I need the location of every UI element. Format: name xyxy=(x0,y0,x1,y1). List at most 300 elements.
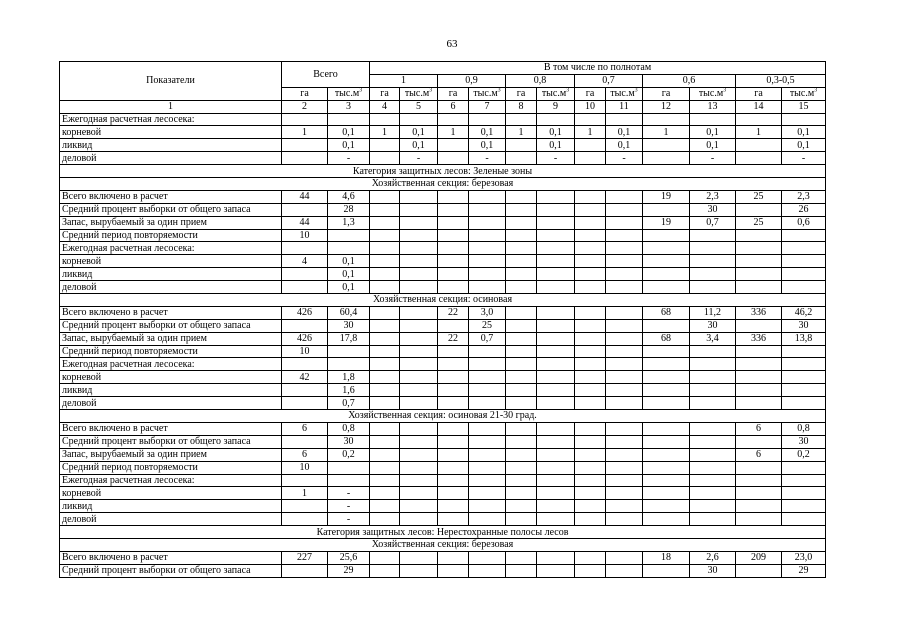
table-cell: - xyxy=(537,152,575,165)
row-label: корневой xyxy=(60,126,282,139)
table-cell xyxy=(690,461,736,474)
table-cell: 44 xyxy=(282,190,328,203)
table-cell xyxy=(469,203,506,216)
table-cell xyxy=(438,551,469,564)
table-cell: 0,1 xyxy=(782,139,826,152)
table-cell xyxy=(506,332,537,345)
row-label: Запас, вырубаемый за один прием xyxy=(60,448,282,461)
table-cell xyxy=(370,371,400,384)
row-label: Всего включено в расчет xyxy=(60,190,282,203)
table-cell xyxy=(606,513,643,526)
table-cell xyxy=(438,242,469,255)
table-cell xyxy=(537,255,575,268)
table-cell xyxy=(736,139,782,152)
section-title: Хозяйственная секция: березовая xyxy=(60,538,826,551)
table-cell xyxy=(469,448,506,461)
table-cell xyxy=(690,281,736,294)
table-cell xyxy=(370,345,400,358)
table-cell: 227 xyxy=(282,551,328,564)
table-cell xyxy=(736,242,782,255)
table-cell: 23,0 xyxy=(782,551,826,564)
table-cell xyxy=(370,216,400,229)
table-cell xyxy=(438,190,469,203)
table-cell xyxy=(438,435,469,448)
table-cell xyxy=(400,513,438,526)
table-cell xyxy=(537,461,575,474)
table-cell xyxy=(506,358,537,371)
table-cell xyxy=(370,319,400,332)
table-cell xyxy=(469,190,506,203)
table-cell xyxy=(328,229,370,242)
table-cell xyxy=(469,513,506,526)
table-cell xyxy=(736,564,782,577)
table-cell xyxy=(506,513,537,526)
table-cell xyxy=(690,435,736,448)
table-cell xyxy=(282,139,328,152)
table-cell: 30 xyxy=(690,319,736,332)
column-number: 13 xyxy=(690,100,736,113)
table-cell xyxy=(438,203,469,216)
header-density: 0,9 xyxy=(438,74,506,87)
table-cell xyxy=(438,461,469,474)
table-cell: 0,1 xyxy=(469,139,506,152)
table-cell xyxy=(575,551,606,564)
table-cell xyxy=(606,190,643,203)
table-cell xyxy=(400,216,438,229)
table-cell: 25 xyxy=(736,216,782,229)
table-cell xyxy=(643,448,690,461)
table-cell xyxy=(469,229,506,242)
table-cell: - xyxy=(782,152,826,165)
table-cell xyxy=(736,435,782,448)
table-cell: 6 xyxy=(282,422,328,435)
table-row xyxy=(60,564,826,577)
table-cell xyxy=(400,384,438,397)
table-cell xyxy=(506,564,537,577)
table-cell xyxy=(782,513,826,526)
table-cell xyxy=(328,242,370,255)
table-cell: 17,8 xyxy=(328,332,370,345)
table-cell xyxy=(736,487,782,500)
table-cell xyxy=(537,397,575,410)
unit-volume-exponent: 3 xyxy=(634,87,638,94)
table-cell: 44 xyxy=(282,216,328,229)
header-density: 0,3-0,5 xyxy=(736,74,826,87)
table-cell xyxy=(537,203,575,216)
table-cell xyxy=(400,487,438,500)
table-cell: 0,7 xyxy=(469,332,506,345)
table-cell xyxy=(400,345,438,358)
table-cell xyxy=(643,113,690,126)
unit-volume-exponent: 3 xyxy=(497,87,501,94)
table-cell xyxy=(736,203,782,216)
header-unit-volume xyxy=(690,87,736,100)
table-cell xyxy=(690,500,736,513)
table-cell xyxy=(690,268,736,281)
table-cell: 0,7 xyxy=(690,216,736,229)
table-cell xyxy=(438,229,469,242)
table-cell: 0,7 xyxy=(328,397,370,410)
table-cell xyxy=(370,397,400,410)
page-number: 63 xyxy=(446,38,458,50)
table-cell xyxy=(282,268,328,281)
table-cell: 2,3 xyxy=(690,190,736,203)
row-label: ликвид xyxy=(60,500,282,513)
table-cell xyxy=(782,281,826,294)
table-cell: 2,6 xyxy=(690,551,736,564)
table-cell xyxy=(438,319,469,332)
table-cell xyxy=(537,216,575,229)
table-cell: 1,3 xyxy=(328,216,370,229)
table-cell xyxy=(643,255,690,268)
table-cell xyxy=(282,281,328,294)
header-unit-ha: га xyxy=(575,87,606,100)
table-cell xyxy=(438,500,469,513)
table-cell xyxy=(400,500,438,513)
section-row xyxy=(60,526,826,539)
table-cell xyxy=(438,448,469,461)
table-cell xyxy=(370,139,400,152)
table-cell xyxy=(575,461,606,474)
table-cell: 22 xyxy=(438,306,469,319)
table-cell xyxy=(282,152,328,165)
table-cell xyxy=(782,461,826,474)
table-cell xyxy=(506,487,537,500)
table-cell: - xyxy=(328,487,370,500)
table-cell xyxy=(736,319,782,332)
table-row xyxy=(60,126,826,139)
table-cell xyxy=(643,358,690,371)
row-label: корневой xyxy=(60,487,282,500)
table-cell: 0,1 xyxy=(328,255,370,268)
table-cell xyxy=(643,435,690,448)
table-cell: 25 xyxy=(469,319,506,332)
unit-volume-text: тыс.м xyxy=(334,88,360,100)
table-cell xyxy=(575,397,606,410)
column-number: 1 xyxy=(60,100,282,113)
section-title: Хозяйственная секция: березовая xyxy=(60,178,826,191)
table-cell xyxy=(506,152,537,165)
table-cell xyxy=(690,397,736,410)
table-cell xyxy=(606,216,643,229)
table-cell xyxy=(782,397,826,410)
table-cell xyxy=(370,422,400,435)
table-cell xyxy=(400,306,438,319)
table-cell xyxy=(575,319,606,332)
table-cell: 336 xyxy=(736,332,782,345)
table-cell: - xyxy=(328,500,370,513)
table-cell: 19 xyxy=(643,216,690,229)
table-cell xyxy=(282,435,328,448)
table-row xyxy=(60,152,826,165)
table-cell xyxy=(537,113,575,126)
header-unit-ha: га xyxy=(282,87,328,100)
table-cell xyxy=(370,500,400,513)
table-cell: 6 xyxy=(282,448,328,461)
table-cell xyxy=(328,113,370,126)
table-cell xyxy=(782,384,826,397)
column-number: 4 xyxy=(370,100,400,113)
table-cell xyxy=(282,319,328,332)
table-cell xyxy=(438,358,469,371)
table-cell xyxy=(282,113,328,126)
table-cell: 0,1 xyxy=(690,139,736,152)
row-label: деловой xyxy=(60,152,282,165)
table-cell: 0,1 xyxy=(328,268,370,281)
table-cell xyxy=(782,268,826,281)
table-cell xyxy=(690,345,736,358)
table-cell xyxy=(438,371,469,384)
table-cell xyxy=(782,113,826,126)
table-cell xyxy=(438,281,469,294)
table-cell: - xyxy=(400,152,438,165)
table-cell: 0,6 xyxy=(782,216,826,229)
table-cell xyxy=(736,461,782,474)
table-cell xyxy=(736,281,782,294)
table-cell xyxy=(690,513,736,526)
section-row xyxy=(60,294,826,307)
table-cell xyxy=(736,500,782,513)
table-cell xyxy=(370,513,400,526)
table-row xyxy=(60,345,826,358)
row-label: ликвид xyxy=(60,139,282,152)
column-number: 12 xyxy=(643,100,690,113)
table-cell: 1 xyxy=(282,126,328,139)
table-cell xyxy=(575,306,606,319)
table-cell xyxy=(736,358,782,371)
table-cell xyxy=(606,229,643,242)
table-cell xyxy=(282,500,328,513)
table-cell xyxy=(575,139,606,152)
table-cell xyxy=(370,448,400,461)
table-cell xyxy=(537,306,575,319)
table-cell xyxy=(606,203,643,216)
header-total: Всего xyxy=(282,62,370,88)
unit-volume-exponent: 3 xyxy=(723,87,727,94)
table-cell xyxy=(506,384,537,397)
table-cell xyxy=(690,448,736,461)
section-row xyxy=(60,538,826,551)
table-cell xyxy=(782,345,826,358)
table-cell xyxy=(736,384,782,397)
table-cell xyxy=(575,487,606,500)
table-cell xyxy=(537,345,575,358)
table-cell xyxy=(643,268,690,281)
table-row xyxy=(60,551,826,564)
table-cell xyxy=(537,281,575,294)
table-cell xyxy=(690,422,736,435)
table-row xyxy=(60,319,826,332)
table-cell xyxy=(506,500,537,513)
table-cell xyxy=(506,435,537,448)
table-cell xyxy=(690,487,736,500)
table-cell xyxy=(606,255,643,268)
row-label: Средний период повторяемости xyxy=(60,229,282,242)
table-cell xyxy=(370,358,400,371)
table-cell: 1 xyxy=(643,126,690,139)
table-cell xyxy=(575,229,606,242)
table-cell xyxy=(782,500,826,513)
table-cell xyxy=(438,345,469,358)
table-cell xyxy=(575,242,606,255)
table-cell xyxy=(537,384,575,397)
table-row xyxy=(60,229,826,242)
column-number: 7 xyxy=(469,100,506,113)
row-label: Всего включено в расчет xyxy=(60,306,282,319)
table-cell xyxy=(400,242,438,255)
table-row xyxy=(60,190,826,203)
table-cell: 0,1 xyxy=(606,139,643,152)
column-number: 8 xyxy=(506,100,537,113)
table-cell xyxy=(370,203,400,216)
table-cell xyxy=(282,242,328,255)
table-cell xyxy=(782,255,826,268)
table-cell xyxy=(643,422,690,435)
table-row xyxy=(60,255,826,268)
header-unit-ha: га xyxy=(506,87,537,100)
table-cell xyxy=(606,113,643,126)
table-cell xyxy=(575,113,606,126)
table-cell xyxy=(400,319,438,332)
table-cell xyxy=(782,371,826,384)
table-cell xyxy=(469,281,506,294)
table-cell xyxy=(643,152,690,165)
header-density: 0,7 xyxy=(575,74,643,87)
table-cell xyxy=(606,358,643,371)
table-cell xyxy=(506,371,537,384)
table-cell xyxy=(282,384,328,397)
table-cell xyxy=(643,139,690,152)
table-row xyxy=(60,358,826,371)
table-cell: 46,2 xyxy=(782,306,826,319)
table-row xyxy=(60,216,826,229)
table-cell xyxy=(537,474,575,487)
table-cell xyxy=(643,513,690,526)
table-row xyxy=(60,500,826,513)
table-cell xyxy=(537,564,575,577)
header-unit-volume xyxy=(469,87,506,100)
table-cell: 2,3 xyxy=(782,190,826,203)
row-label: ликвид xyxy=(60,268,282,281)
table-cell: 1,6 xyxy=(328,384,370,397)
table-cell xyxy=(606,268,643,281)
table-cell xyxy=(506,397,537,410)
table-cell xyxy=(575,474,606,487)
table-cell: 30 xyxy=(782,319,826,332)
table-cell: 29 xyxy=(328,564,370,577)
table-cell: 0,1 xyxy=(328,139,370,152)
table-cell: 25,6 xyxy=(328,551,370,564)
table-cell: 0,1 xyxy=(400,126,438,139)
row-label: ликвид xyxy=(60,384,282,397)
table-cell xyxy=(469,268,506,281)
column-number: 11 xyxy=(606,100,643,113)
header-density: 0,8 xyxy=(506,74,575,87)
table-cell xyxy=(469,500,506,513)
table-cell xyxy=(537,448,575,461)
table-cell xyxy=(690,229,736,242)
table-cell: 4 xyxy=(282,255,328,268)
table-cell: 0,1 xyxy=(537,126,575,139)
table-row xyxy=(60,139,826,152)
table-cell xyxy=(606,435,643,448)
table-cell xyxy=(537,319,575,332)
table-cell: 336 xyxy=(736,306,782,319)
column-number: 14 xyxy=(736,100,782,113)
table-cell xyxy=(606,500,643,513)
table-cell xyxy=(506,551,537,564)
table-cell: - xyxy=(328,513,370,526)
table-cell xyxy=(537,229,575,242)
table-cell xyxy=(643,461,690,474)
column-number: 2 xyxy=(282,100,328,113)
section-title: Хозяйственная секция: осиновая xyxy=(60,294,826,307)
table-cell xyxy=(643,229,690,242)
table-cell xyxy=(370,384,400,397)
table-cell xyxy=(506,448,537,461)
table-cell xyxy=(370,435,400,448)
table-cell xyxy=(782,242,826,255)
table-cell: 6 xyxy=(736,422,782,435)
table-cell: 25 xyxy=(736,190,782,203)
table-cell xyxy=(606,397,643,410)
table-cell: 4,6 xyxy=(328,190,370,203)
row-label: Средний процент выборки от общего запаса xyxy=(60,564,282,577)
table-cell xyxy=(438,113,469,126)
table-cell xyxy=(370,242,400,255)
table-cell xyxy=(328,461,370,474)
header-density: 1 xyxy=(370,74,438,87)
table-cell xyxy=(370,551,400,564)
table-cell xyxy=(690,255,736,268)
table-cell: 29 xyxy=(782,564,826,577)
table-row xyxy=(60,242,826,255)
table-cell xyxy=(370,255,400,268)
table-cell xyxy=(400,268,438,281)
table-cell xyxy=(506,474,537,487)
table-cell xyxy=(328,474,370,487)
section-title: Категория защитных лесов: Зеленые зоны xyxy=(60,165,826,178)
table-cell xyxy=(690,384,736,397)
table-cell: 28 xyxy=(328,203,370,216)
table-cell xyxy=(606,242,643,255)
table-cell: 19 xyxy=(643,190,690,203)
table-cell xyxy=(537,358,575,371)
table-cell: 0,2 xyxy=(782,448,826,461)
table-cell: - xyxy=(690,152,736,165)
table-cell xyxy=(537,435,575,448)
table-cell xyxy=(575,371,606,384)
table-row xyxy=(60,281,826,294)
header-unit-volume xyxy=(782,87,826,100)
table-cell xyxy=(537,487,575,500)
row-label: Запас, вырубаемый за один прием xyxy=(60,216,282,229)
table-cell: 1 xyxy=(282,487,328,500)
table-cell xyxy=(469,487,506,500)
table-cell xyxy=(438,422,469,435)
table-cell xyxy=(643,564,690,577)
table-cell xyxy=(469,113,506,126)
table-cell xyxy=(282,358,328,371)
table-cell xyxy=(690,474,736,487)
table-cell xyxy=(606,371,643,384)
table-row xyxy=(60,474,826,487)
table-cell xyxy=(400,203,438,216)
table-cell xyxy=(643,319,690,332)
table-row xyxy=(60,203,826,216)
section-title: Категория защитных лесов: Нерестохранные полосы лесов xyxy=(60,526,826,539)
table-cell xyxy=(370,461,400,474)
